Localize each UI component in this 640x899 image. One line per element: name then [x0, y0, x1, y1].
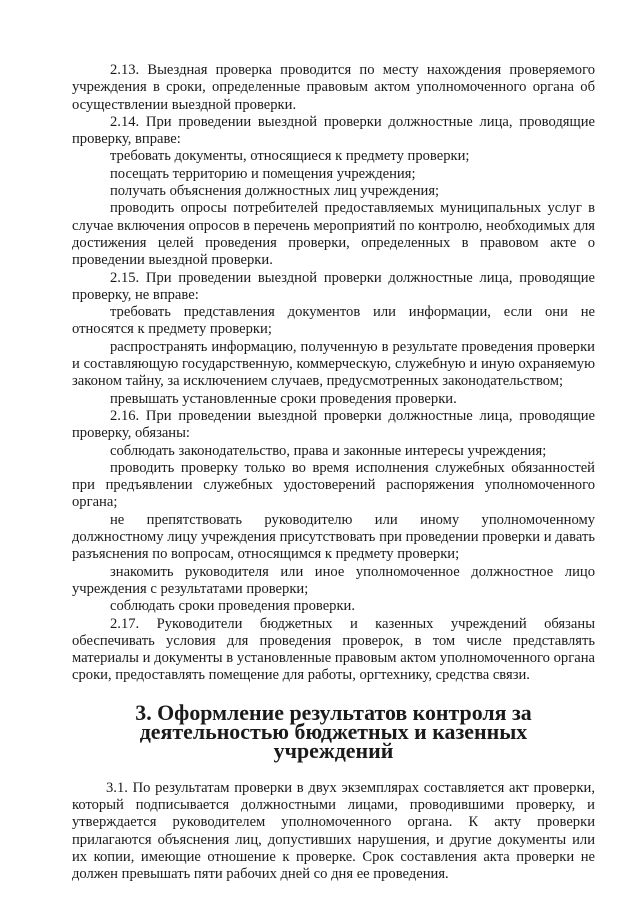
paragraph-2-15: 2.15. При проведении выездной проверки должностные лица, проводящие проверку, не вправе: [72, 269, 595, 303]
list-item: проводить опросы потребителей предоставляемых муниципальных услуг в случае включения опросов в перечень мероприятий по контролю, необходимых для достижения целей проведения проверки, определенных в правовом акте о проведении выездной проверки. [72, 200, 595, 269]
paragraph-3-1: 3.1. По результатам проверки в двух экземплярах составляется акт проверки, который подписывается должностными лицами, проводившими проверку, и утверждается руководителем уполномоченного органа. К акту проверки прилагаются объяснения лиц, допустивших нарушения, и другие документы или их копии, имеющие отношение к проверке. Срок составления акта проверки не должен превышать пяти рабочих дней со дня ее проведения. [72, 779, 595, 883]
list-item: соблюдать сроки проведения проверки. [110, 598, 356, 615]
paragraphs-top [72, 62, 595, 685]
list-item: знакомить руководителя или иное уполномоченное должностное лицо учреждения с результатами проверки; [72, 563, 595, 597]
list-item: распространять информацию, полученную в результате проведения проверки и составляющую государственную, коммерческую, служебную и иную охраняемую законом тайну, за исключением случаев, предусмотренных законодательством; [72, 338, 595, 390]
list-item: соблюдать законодательство, права и законные интересы учреждения; [110, 442, 547, 459]
paragraph-2-13: 2.13. Выездная проверка проводится по месту нахождения проверяемого учреждения в сроки, определенные правовым актом уполномоченного органа об осуществлении выездной проверки. [72, 62, 595, 113]
paragraph-2-14: 2.14. При проведении выездной проверки должностные лица, проводящие проверку, вправе: [72, 113, 595, 148]
paragraph-2-17: 2.17. Руководители бюджетных и казенных учреждений обязаны обеспечивать условия для проведения проверок, в том числе представлять материалы и документы в установленные правовым актом уполномоченного органа сроки, предоставлять помещение для работы, оргтехнику, средства связи. [72, 615, 595, 684]
list-item: не препятствовать руководителю или иному уполномоченному должностному лицу учреждения присутствовать при проведении проверки и давать разъяснения по вопросам, относящимся к предмету проверки; [72, 511, 595, 563]
list-item: требовать документы, относящиеся к предмету проверки; [110, 148, 470, 165]
list-item: превышать установленные сроки проведения проверки. [110, 390, 457, 407]
list-item: требовать представления документов или информации, если они не относятся к предмету проверки; [72, 304, 595, 338]
section-gap [72, 760, 595, 780]
list-item: проводить проверку только во время исполнения служебных обязанностей при предъявлении служебных удостоверений распоряжения уполномоченного органа; [72, 459, 595, 511]
paragraph-2-16: 2.16. При проведении выездной проверки должностные лица, проводящие проверку, обязаны: [72, 407, 595, 442]
list-item: посещать территорию и помещения учреждения; [110, 165, 416, 182]
paragraphs-bottom [72, 780, 595, 884]
section-heading: 3. Оформление результатов контроля за деятельностью бюджетных и казенных учреждений [135, 699, 532, 763]
list-item: получать объяснения должностных лиц учреждения; [110, 183, 440, 200]
document-page [72, 62, 595, 883]
